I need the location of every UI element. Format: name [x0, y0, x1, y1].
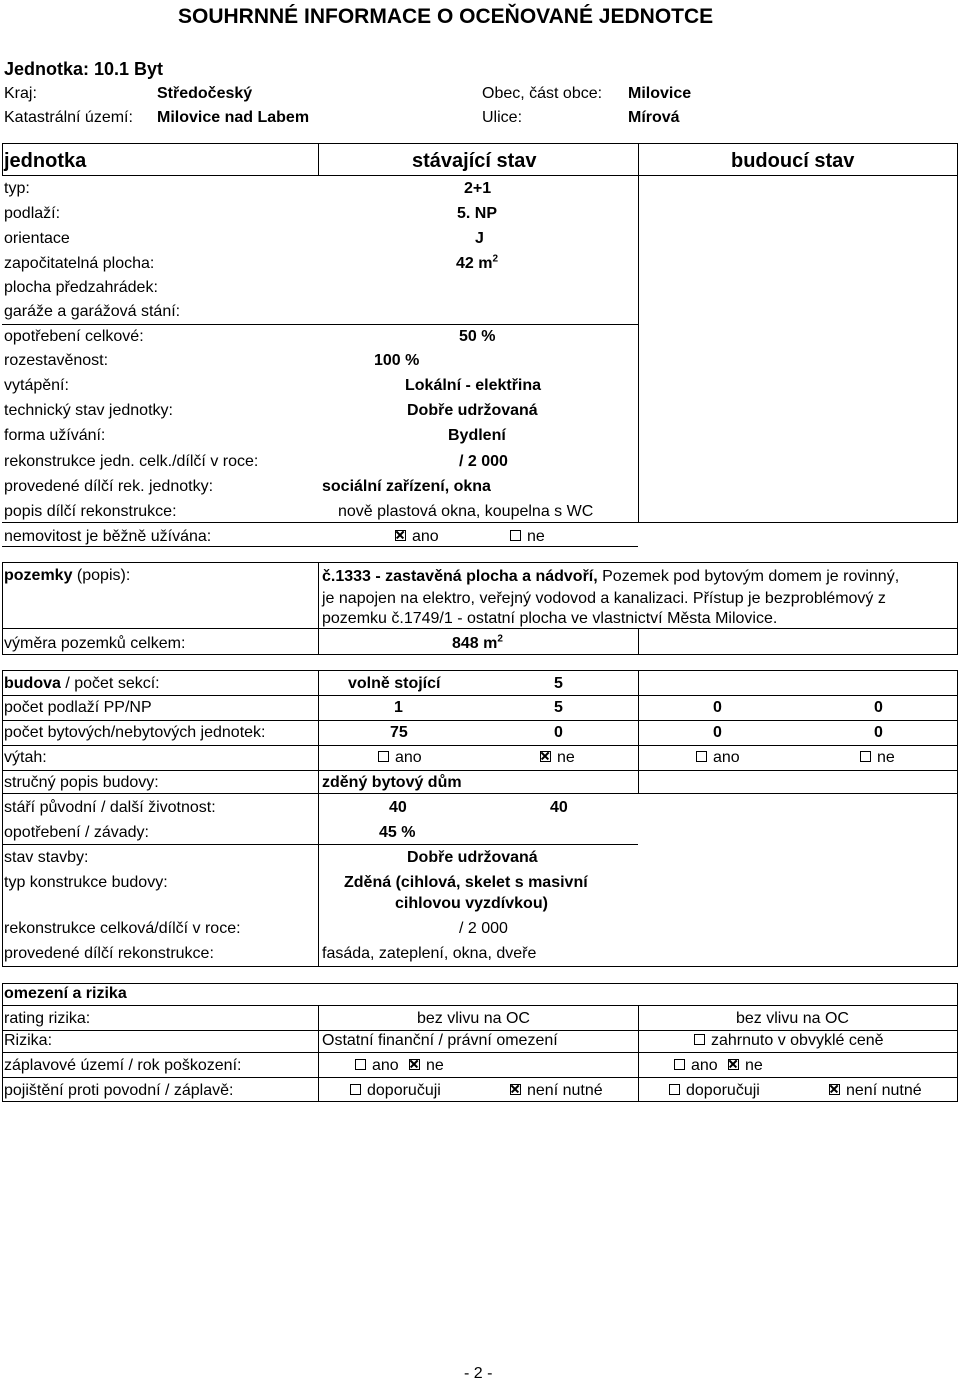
insurance-future-not-needed — [829, 1083, 922, 1099]
checkbox-empty-icon — [350, 1084, 361, 1095]
budova-label-bold: budova — [4, 675, 61, 692]
vytah-current-no — [540, 750, 575, 766]
table-col-divider — [318, 143, 319, 175]
flood-future-no-label: ne — [745, 1057, 763, 1074]
rizika-future — [694, 1033, 884, 1049]
katastr-value: Milovice nad Labem — [157, 109, 310, 126]
building-floors-label: počet podlaží PP/NP — [4, 699, 152, 716]
plocha-exponent: 2 — [492, 253, 499, 265]
land-border-right — [957, 562, 958, 655]
uzivana-yes-label: ano — [412, 528, 439, 545]
garaze-label: garáže a garážová stání: — [4, 303, 181, 320]
insurance-future-not-needed-label: není nutné — [846, 1082, 922, 1099]
units-residential-future: 0 — [713, 724, 722, 741]
wear-value: 45 % — [379, 824, 416, 841]
wear-label: opotřebení / závady: — [4, 824, 149, 841]
table-border-right — [957, 143, 958, 522]
popis-value: nově plastová okna, koupelna s WC — [338, 503, 594, 520]
rizika-label: Rizika: — [4, 1032, 53, 1049]
building-done-label: provedené dílčí rekonstrukce: — [4, 945, 214, 962]
opotrebeni-value: 50 % — [459, 328, 496, 345]
checkbox-empty-icon — [674, 1059, 685, 1070]
risks-col-divider — [638, 1005, 639, 1102]
page-title: SOUHRNNÉ INFORMACE O OCEŇOVANÉ JEDNOTCE — [178, 5, 714, 28]
checkbox-checked-icon — [540, 751, 551, 762]
building-row-divider — [2, 770, 958, 771]
row-divider — [2, 324, 638, 325]
flood-current-no-label: ne — [426, 1057, 444, 1074]
land-area-value-text: 848 m — [452, 635, 498, 652]
land-border-left — [2, 562, 3, 655]
building-reconstruction-label: rekonstrukce celková/dílčí v roce: — [4, 920, 241, 937]
predzahradky-label: plocha předzahrádek: — [4, 279, 158, 296]
checkbox-empty-icon — [669, 1084, 680, 1095]
risks-col-divider — [318, 1005, 319, 1102]
table-border-left — [2, 143, 3, 175]
land-desc-line1 — [322, 569, 899, 585]
risks-row-divider — [2, 1030, 958, 1031]
insurance-future-recommend-label: doporučuji — [686, 1082, 760, 1099]
col-header-unit: jednotka — [4, 150, 87, 172]
checkbox-checked-icon — [395, 530, 406, 541]
land-label-rest: (popis): — [72, 567, 131, 584]
floors-np-future: 0 — [874, 699, 883, 716]
floors-pp-future: 0 — [713, 699, 722, 716]
kraj-label: Kraj: — [4, 85, 37, 102]
checkbox-empty-icon — [378, 751, 389, 762]
uzivana-label: nemovitost je běžně užívána: — [4, 528, 212, 545]
tech-stav-value: Dobře udržovaná — [407, 402, 538, 419]
orientace-value: J — [475, 230, 484, 247]
plocha-value-text: 42 m — [456, 255, 493, 272]
vytah-future-no — [860, 750, 895, 766]
building-desc-label: stručný popis budovy: — [4, 774, 159, 791]
flood-future-yes — [674, 1058, 718, 1074]
building-border-left — [2, 670, 3, 967]
condition-value: Dobře udržovaná — [407, 849, 538, 866]
orientace-label: orientace — [4, 230, 70, 247]
budova-label — [4, 676, 160, 692]
units-other-future: 0 — [874, 724, 883, 741]
row-divider — [2, 546, 638, 547]
checkbox-empty-icon — [355, 1059, 366, 1070]
building-col-divider — [638, 670, 639, 793]
land-area-value — [452, 633, 503, 652]
building-reconstruction-value: / 2 000 — [459, 920, 508, 937]
vytapeni-value: Lokální - elektřina — [405, 377, 542, 394]
risks-border-right — [957, 983, 958, 1102]
insurance-current-recommend-label: doporučuji — [367, 1082, 441, 1099]
risks-border-bottom — [2, 1101, 958, 1102]
vytapeni-label: vytápění: — [4, 377, 69, 394]
land-desc-line3: pozemku č.1749/1 - ostatní plocha ve vlastnictví Města Milovice. — [322, 610, 778, 627]
flood-future-no — [728, 1058, 763, 1074]
rozestavenost-label: rozestavěnost: — [4, 352, 109, 369]
building-row-divider — [2, 793, 958, 794]
age-remaining: 40 — [550, 799, 568, 816]
building-row-divider — [2, 695, 958, 696]
insurance-current-not-needed — [510, 1083, 603, 1099]
uzivana-yes — [395, 529, 439, 545]
building-border-bottom — [2, 966, 958, 967]
vytah-future-yes-label: ano — [713, 749, 740, 766]
checkbox-empty-icon — [696, 751, 707, 762]
sekce-value: 5 — [554, 675, 563, 692]
land-border-bottom — [2, 654, 958, 655]
col-header-future: budoucí stav — [731, 150, 855, 172]
rizika-future-label: zahrnuto v obvyklé ceně — [711, 1032, 884, 1049]
units-label: počet bytových/nebytových jednotek: — [4, 724, 266, 741]
table-col-divider — [638, 143, 639, 522]
plocha-label: započitatelná plocha: — [4, 255, 155, 272]
land-desc-text: Pozemek pod bytovým domem je rovinný, — [597, 568, 900, 585]
uzivana-no — [510, 529, 545, 545]
building-row-divider — [2, 844, 638, 845]
plocha-value — [456, 253, 499, 272]
forma-label: forma užívání: — [4, 427, 106, 444]
row-divider — [2, 522, 958, 523]
rating-label: rating rizika: — [4, 1010, 91, 1027]
land-col-divider — [318, 562, 319, 655]
rizika-current: Ostatní finanční / právní omezení — [322, 1032, 558, 1049]
land-desc-line2: je napojen na elektro, veřejný vodovod a kanalizaci. Přístup je bezproblémový z — [322, 590, 886, 607]
rekonstrukce-value: / 2 000 — [459, 453, 508, 470]
page-number: - 2 - — [464, 1365, 493, 1382]
land-area-exponent: 2 — [497, 633, 503, 645]
unit-title: Jednotka: 10.1 Byt — [4, 59, 164, 79]
checkbox-empty-icon — [860, 751, 871, 762]
flood-current-yes — [355, 1058, 399, 1074]
risks-row-divider — [2, 1005, 958, 1006]
insurance-label: pojištění proti povodní / záplavě: — [4, 1082, 234, 1099]
budova-value: volně stojící — [348, 675, 441, 692]
floors-pp-current: 1 — [394, 699, 403, 716]
risks-title: omezení a rizika — [4, 985, 127, 1002]
katastr-label: Katastrální území: — [4, 109, 133, 126]
table-border-top — [2, 143, 958, 144]
land-label — [4, 568, 130, 584]
vytah-future-no-label: ne — [877, 749, 895, 766]
vytah-current-no-label: ne — [557, 749, 575, 766]
construction-value-line2: cihlovou vyzdívkou) — [395, 895, 548, 912]
provedene-label: provedené dílčí rek. jednotky: — [4, 478, 214, 495]
flood-current-yes-label: ano — [372, 1057, 399, 1074]
units-residential-current: 75 — [390, 724, 408, 741]
land-area-label: výměra pozemků celkem: — [4, 635, 186, 652]
col-header-current: stávající stav — [412, 150, 537, 172]
flood-future-yes-label: ano — [691, 1057, 718, 1074]
building-border-right — [957, 670, 958, 967]
table-header-divider — [2, 175, 958, 176]
building-row-divider — [2, 720, 958, 721]
vytah-current-yes — [378, 750, 422, 766]
risks-row-divider — [2, 1052, 958, 1053]
typ-label: typ: — [4, 180, 30, 197]
checkbox-checked-icon — [409, 1059, 420, 1070]
risks-border-top — [2, 983, 958, 984]
rating-future: bez vlivu na OC — [736, 1010, 849, 1027]
typ-value: 2+1 — [464, 180, 492, 197]
rozestavenost-value: 100 % — [374, 352, 420, 369]
building-col-divider — [318, 670, 319, 967]
insurance-current-not-needed-label: není nutné — [527, 1082, 603, 1099]
rating-current: bez vlivu na OC — [417, 1010, 530, 1027]
building-desc-value: zděný bytový dům — [322, 774, 462, 791]
checkbox-checked-icon — [829, 1084, 840, 1095]
checkbox-checked-icon — [510, 1084, 521, 1095]
insurance-future-recommend — [669, 1083, 760, 1099]
insurance-current-recommend — [350, 1083, 441, 1099]
age-label: stáří původní / další životnost: — [4, 799, 216, 816]
podlazi-value: 5. NP — [457, 205, 498, 222]
obec-value: Milovice — [628, 85, 692, 102]
building-border-top — [2, 670, 958, 671]
flood-label: záplavové území / rok poškození: — [4, 1057, 242, 1074]
construction-label: typ konstrukce budovy: — [4, 874, 168, 891]
checkbox-empty-icon — [694, 1034, 705, 1045]
land-col-divider — [638, 628, 639, 655]
ulice-label: Ulice: — [482, 109, 523, 126]
provedene-value: sociální zařízení, okna — [322, 478, 491, 495]
podlazi-label: podlaží: — [4, 205, 61, 222]
age-original: 40 — [389, 799, 407, 816]
opotrebeni-label: opotřebení celkové: — [4, 328, 144, 345]
forma-value: Bydlení — [448, 427, 506, 444]
tech-stav-label: technický stav jednotky: — [4, 402, 173, 419]
risks-row-divider — [2, 1077, 958, 1078]
land-desc-bold: č.1333 - zastavěná plocha a nádvoří, — [322, 568, 598, 585]
land-border-top — [2, 562, 958, 563]
construction-value-line1: Zděná (cihlová, skelet s masivní — [344, 874, 588, 891]
condition-label: stav stavby: — [4, 849, 89, 866]
checkbox-empty-icon — [510, 530, 521, 541]
uzivana-no-label: ne — [527, 528, 545, 545]
building-row-divider — [2, 745, 958, 746]
flood-current-no — [409, 1058, 444, 1074]
ulice-value: Mírová — [628, 109, 680, 126]
units-other-current: 0 — [554, 724, 563, 741]
vytah-label: výtah: — [4, 749, 47, 766]
rekonstrukce-label: rekonstrukce jedn. celk./dílčí v roce: — [4, 453, 259, 470]
vytah-future-yes — [696, 750, 740, 766]
building-done-value: fasáda, zateplení, okna, dveře — [322, 945, 537, 962]
floors-np-current: 5 — [554, 699, 563, 716]
land-label-bold: pozemky — [4, 567, 73, 584]
budova-label-rest: / počet sekcí: — [60, 675, 160, 692]
obec-label: Obec, část obce: — [482, 85, 603, 102]
kraj-value: Středočeský — [157, 85, 253, 102]
risks-border-left — [2, 983, 3, 1102]
checkbox-checked-icon — [728, 1059, 739, 1070]
vytah-current-yes-label: ano — [395, 749, 422, 766]
popis-label: popis dílčí rekonstrukce: — [4, 503, 177, 520]
land-row-divider — [2, 628, 958, 629]
